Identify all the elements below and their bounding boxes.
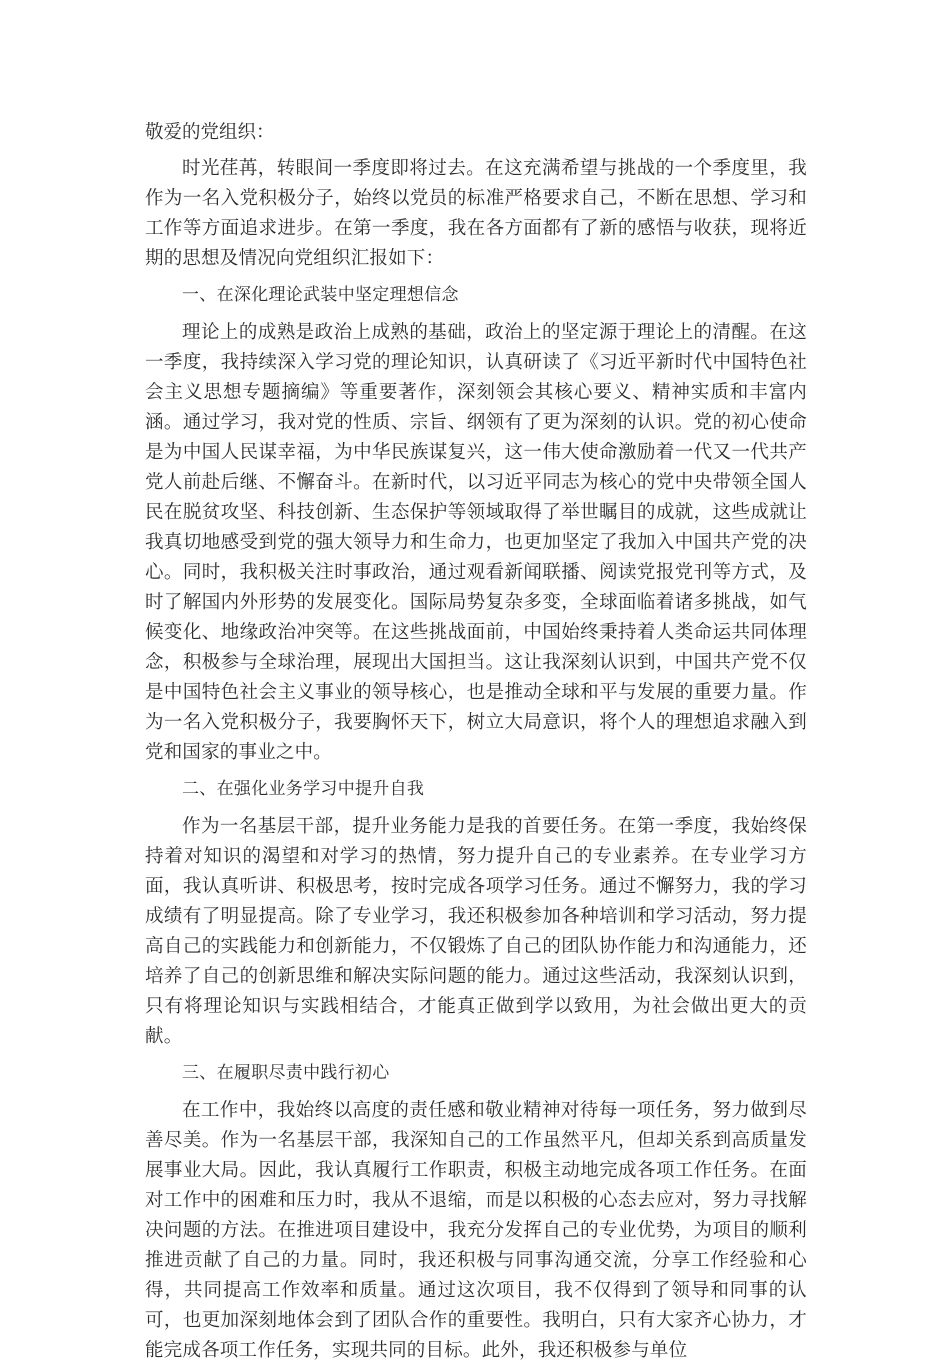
document-page [145,118,807,1372]
section-2-body: 作为一名基层干部，提升业务能力是我的首要任务。在第一季度，我始终保持着对知识的渴望和对学习的热情，努力提升自己的专业素养。在专业学习方面，我认真听讲、积极思考，按时完成各项学习任务。通过不懈努力，我的学习成绩有了明显提高。除了专业学习，我还积极参加各种培训和学习活动，努力提高自己的实践能力和创新能力，不仅锻炼了自己的团队协作能力和沟通能力，还培养了自己的创新思维和解决实际问题的能力。通过这些活动，我深刻认识到，只有将理论知识与实践相结合，才能真正做到学以致用，为社会做出更大的贡献。 [145,816,807,1047]
salutation: 敬爱的党组织： [145,122,275,143]
section-3-body: 在工作中，我始终以高度的责任感和敬业精神对待每一项任务，努力做到尽善尽美。作为一名基层干部，我深知自己的工作虽然平凡，但却关系到高质量发展事业大局。因此，我认真履行工作职责，积极主动地完成各项工作任务。在面对工作中的困难和压力时，我从不退缩，而是以积极的心态去应对，努力寻找解决问题的方法。在推进项目建设中，我充分发挥自己的专业优势，为项目的顺利推进贡献了自己的力量。同时，我还积极与同事沟通交流，分享工作经验和心得，共同提高工作效率和质量。通过这次项目，我不仅得到了领导和同事的认可，也更加深刻地体会到了团队合作的重要性。我明白，只有大家齐心协力，才能完成各项工作任务，实现共同的目标。此外，我还积极参与单位 [145,1100,807,1361]
section-3-heading: 三、在履职尽责中践行初心 [182,1063,390,1083]
intro-paragraph: 时光荏苒，转眼间一季度即将过去。在这充满希望与挑战的一个季度里，我作为一名入党积极分子，始终以党员的标准严格要求自己，不断在思想、学习和工作等方面追求进步。在第一季度，我在各方面都有了新的感悟与收获，现将近期的思想及情况向党组织汇报如下： [145,158,807,269]
section-1-heading: 一、在深化理论武装中坚定理想信念 [182,285,459,305]
section-1-body: 理论上的成熟是政治上成熟的基础，政治上的坚定源于理论上的清醒。在这一季度，我持续深入学习党的理论知识，认真研读了《习近平新时代中国特色社会主义思想专题摘编》等重要著作，深刻领会其核心要义、精神实质和丰富内涵。通过学习，我对党的性质、宗旨、纲领有了更为深刻的认识。党的初心使命是为中国人民谋幸福，为中华民族谋复兴，这一伟大使命激励着一代又一代共产党人前赴后继、不懈奋斗。在新时代，以习近平同志为核心的党中央带领全国人民在脱贫攻坚、科技创新、生态保护等领域取得了举世瞩目的成就，这些成就让我真切地感受到党的强大领导力和生命力，也更加坚定了我加入中国共产党的决心。同时，我积极关注时事政治，通过观看新闻联播、阅读党报党刊等方式，及时了解国内外形势的发展变化。国际局势复杂多变，全球面临着诸多挑战，如气候变化、地缘政治冲突等。在这些挑战面前，中国始终秉持着人类命运共同体理念，积极参与全球治理，展现出大国担当。这让我深刻认识到，中国共产党不仅是中国特色社会主义事业的领导核心，也是推动全球和平与发展的重要力量。作为一名入党积极分子，我要胸怀天下，树立大局意识，将个人的理想追求融入到党和国家的事业之中。 [145,322,807,763]
section-2-heading: 二、在强化业务学习中提升自我 [182,779,425,799]
